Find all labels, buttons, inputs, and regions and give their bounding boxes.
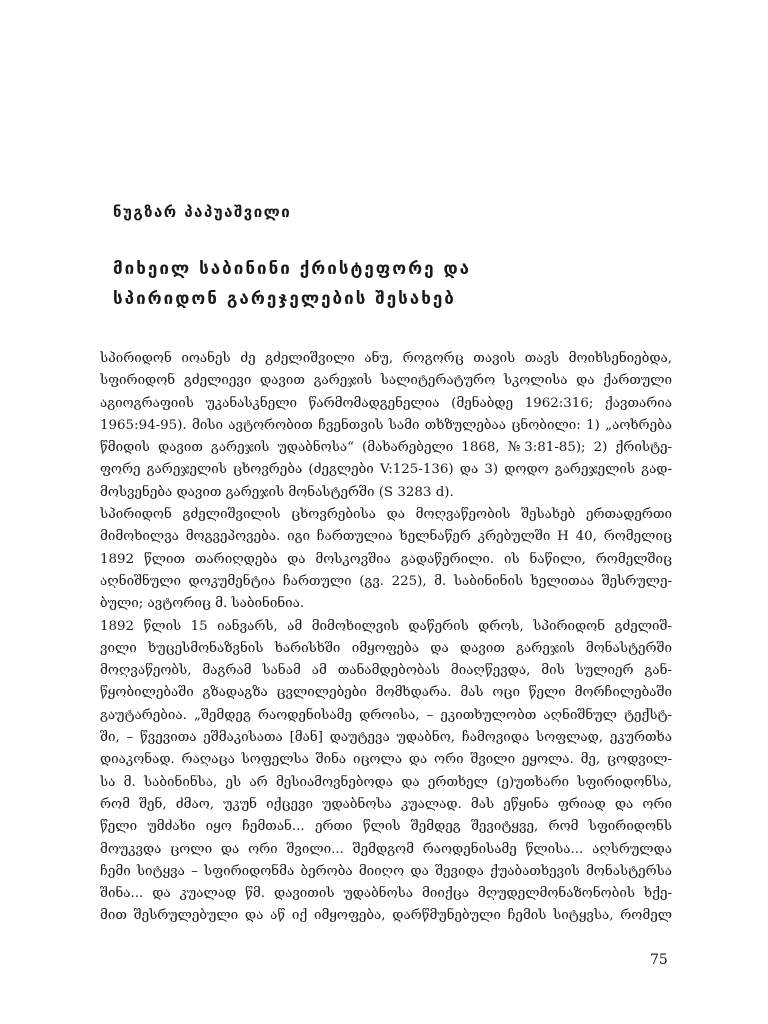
text-line: ბული; ავტორიც მ. საბინინია. bbox=[100, 596, 305, 612]
text-line: წელი უმძახი იყო ჩემთან... ერთი წლის შემდეგ შევიტყვე, რომ სფირიდონს bbox=[100, 819, 672, 835]
text-line: სფირიდონ გძელიევი დავით გარეჯის სალიტერატურო სკოლისა და ქართული bbox=[100, 373, 672, 389]
text-line: აგიოგრაფიის უკანასკნელი წარმომადგენელია (მენაბდე 1962:316; ქავთარია bbox=[100, 395, 672, 411]
text-line: მით შესრულებული და აწ იქ იმყოფება, დარწმუნებული ჩემის სიტყვსა, რომელ bbox=[100, 908, 672, 924]
text-line: სპირიდონ გძელიშვილის ცხოვრებისა და მოღვაწეობის შესახებ ერთადერთი bbox=[100, 507, 672, 523]
text-line: აღნიშნული დოკუმენტია ჩართული (გვ. 225), მ. საბინინის ხელითაა შესრულე- bbox=[100, 573, 672, 589]
text-line: დიაკონად. რაღაცა სოფელსა შინა იცოლა და ორი შვილი ეყოლა. მე, ცოდვილ- bbox=[100, 752, 672, 768]
text-line: ფორე გარეჯელის ცხოვრება (ძეგლები V:125-136) და 3) დოდო გარეჯელის გად- bbox=[100, 462, 672, 478]
text-line: რომ შენ, ძმაო, უკუნ იქცევი უდაბნოსა კუალად. მას ეწყინა ფრიად და ორი bbox=[100, 796, 672, 812]
text-line: ში, – წვევითა ეშმაკისათა [მან] დაუტევა უდაბნო, ჩამოვიდა სოფლად, ეკურთხა bbox=[100, 730, 672, 746]
text-line: 1892 წლის 15 იანვარს, ამ მიმოხილვის დაწერის დროს, სპირიდონ გძელიშ- bbox=[100, 618, 672, 634]
text-line: წმიდის დავით გარეჯის უდაბნოსა“ (მახარებელი 1868, №3:81-85); 2) ქრისტე- bbox=[100, 440, 672, 456]
text-line: მოღვაწეობს, მაგრამ სანამ ამ თანამდებობას მიაღწევდა, მის სულიერ გან- bbox=[100, 663, 672, 679]
body-text bbox=[100, 348, 672, 928]
text-line: სა მ. საბინინსა, ეს არ მესიამოვნებოდა და ერთხელ (ე)უთხარი სფირიდონსა, bbox=[100, 774, 672, 790]
text-line: 1892 წლით თარიღდება და მოსკოვშია გადაწერილი. ის ნაწილი, რომელშიც bbox=[100, 551, 672, 567]
article-title bbox=[113, 254, 673, 314]
title-line-1: მიხეილ საბინინი ქრისტეფორე და bbox=[113, 259, 472, 279]
text-line: 1965:94-95). მისი ავტორობით ჩვენთვის სამი თხზულებაა ცნობილი: 1) „აოხრება bbox=[100, 417, 672, 433]
text-line: გაუტარებია. „შემდეგ რაოდენისამე დროისა, – ეკითხულობთ აღნიშნულ ტექსტ- bbox=[100, 707, 672, 723]
text-line: ჩემი სიტყვა – სფირიდონმა ბერობა მიიღო და შევიდა ქუაბათხევის მონასტერსა bbox=[100, 863, 672, 879]
page-number: 75 bbox=[650, 952, 668, 968]
text-line: მიმოხილვა მოგვეპოვება. იგი ჩართულია ხელნაწერ კრებულში H 40, რომელიც bbox=[100, 529, 672, 545]
text-line: მოუკვდა ცოლი და ორი შვილი... შემდგომ რაოდენისამე წლისა... აღსრულდა bbox=[100, 841, 672, 857]
text-line: წყობილებაში გზადაგზა ცვლილებები მომხდარა. მას ოცი წელი მორჩილებაში bbox=[100, 685, 672, 701]
text-line: შინა... და კუალად წმ. დავითის უდაბნოსა მიიქცა მღუდელმონაზონობის ხქე- bbox=[100, 886, 672, 902]
text-line: ვილი ხუცესმონაზვნის ხარისხში იმყოფება და დავით გარეჯის მონასტერში bbox=[100, 640, 672, 656]
title-line-2: სპირიდონ გარეჯელების შესახებ bbox=[113, 289, 456, 309]
text-line: მოსვენება დავით გარეჯის მონასტერში (S 3283 d). bbox=[100, 484, 454, 500]
text-line: სპირიდონ იოანეს ძე გძელიშვილი ანუ, როგორც თავის თავს მოიხსენიებდა, bbox=[100, 351, 672, 366]
author-name: ნუგზარ პაპუაშვილი bbox=[113, 203, 292, 221]
